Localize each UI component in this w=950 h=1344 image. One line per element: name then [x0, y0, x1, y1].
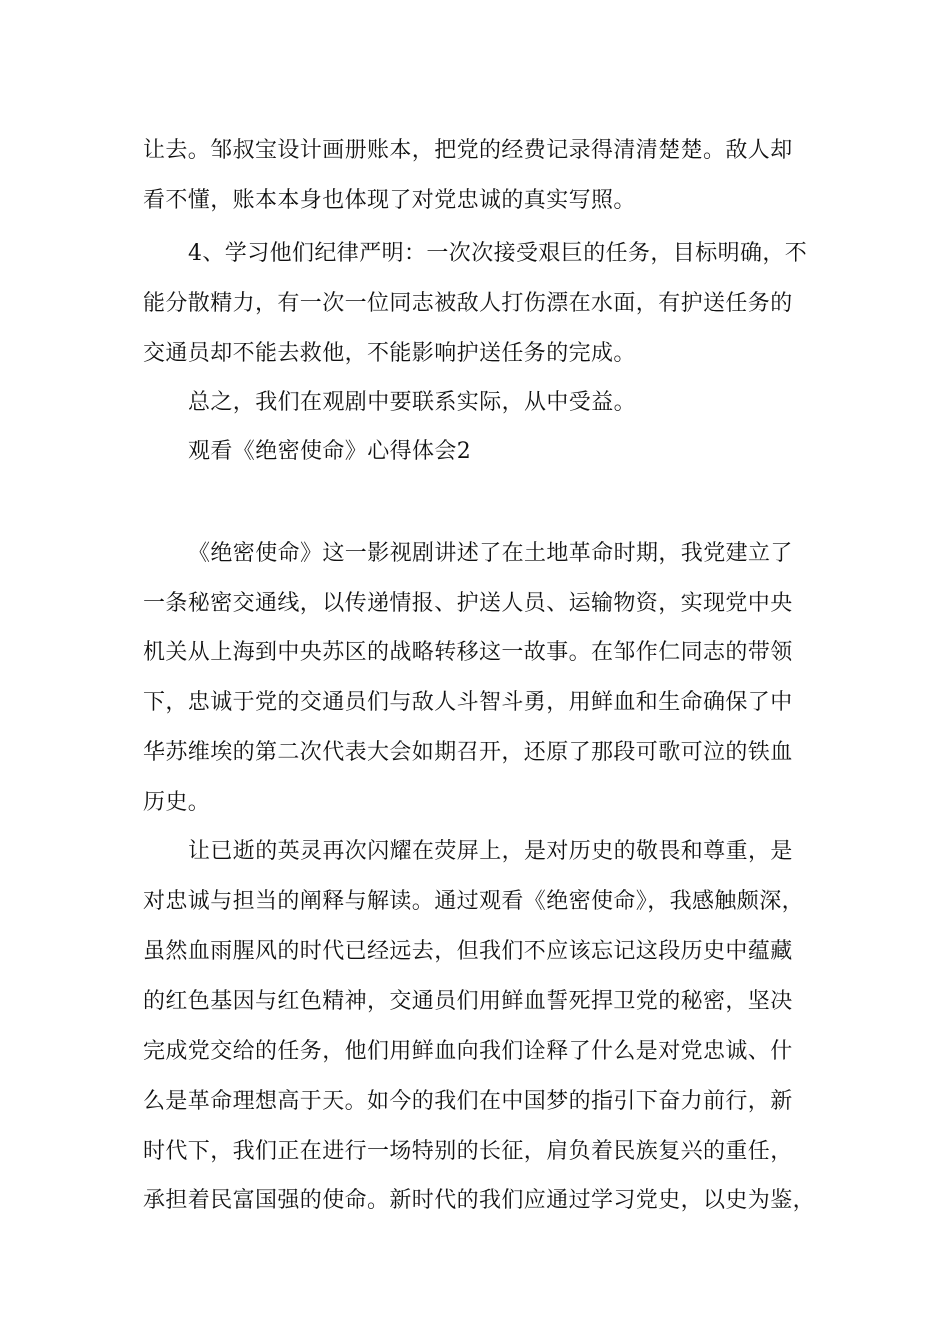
paragraph-line: 华苏维埃的第二次代表大会如期召开，还原了那段可歌可泣的铁血 — [143, 740, 793, 765]
paragraph-line: 么是革命理想高于天。如今的我们在中国梦的指引下奋力前行，新 — [143, 1089, 793, 1114]
paragraph-line: 看不懂，账本本身也体现了对党忠诚的真实写照。 — [143, 188, 636, 213]
paragraph-line: 完成党交给的任务，他们用鲜血向我们诠释了什么是对党忠诚、什 — [143, 1039, 793, 1064]
paragraph-line: 4、学习他们纪律严明：一次次接受艰巨的任务，目标明确，不 — [188, 241, 808, 266]
paragraph-line: 虽然血雨腥风的时代已经远去，但我们不应该忘记这段历史中蕴藏 — [143, 939, 793, 964]
paragraph-line: 总之，我们在观剧中要联系实际，从中受益。 — [188, 390, 637, 415]
paragraph-line: 让去。邹叔宝设计画册账本，把党的经费记录得清清楚楚。敌人却 — [143, 138, 793, 163]
paragraph-line: 下，忠诚于党的交通员们与敌人斗智斗勇，用鲜血和生命确保了中 — [143, 690, 793, 715]
paragraph-line: 机关从上海到中央苏区的战略转移这一故事。在邹作仁同志的带领 — [143, 640, 793, 665]
paragraph-line: 的红色基因与红色精神，交通员们用鲜血誓死捍卫党的秘密，坚决 — [143, 989, 793, 1014]
paragraph-line: 时代下，我们正在进行一场特别的长征，肩负着民族复兴的重任， — [143, 1139, 793, 1164]
section-heading: 观看《绝密使命》心得体会2 — [188, 439, 472, 464]
paragraph-line: 对忠诚与担当的阐释与解读。通过观看《绝密使命》，我感触颇深， — [143, 889, 805, 914]
paragraph-line: 能分散精力，有一次一位同志被敌人打伤漂在水面，有护送任务的 — [143, 291, 793, 316]
paragraph-line: 一条秘密交通线，以传递情报、护送人员、运输物资，实现党中央 — [143, 591, 793, 616]
paragraph-line: 《绝密使命》这一影视剧讲述了在土地革命时期，我党建立了 — [188, 541, 793, 566]
paragraph-line: 交通员却不能去救他，不能影响护送任务的完成。 — [143, 341, 636, 366]
paragraph-line: 让已逝的英灵再次闪耀在荧屏上，是对历史的敬畏和尊重，是 — [188, 839, 793, 864]
paragraph-line: 历史。 — [143, 790, 211, 815]
paragraph-line: 承担着民富国强的使命。新时代的我们应通过学习党史，以史为鉴， — [143, 1188, 816, 1213]
